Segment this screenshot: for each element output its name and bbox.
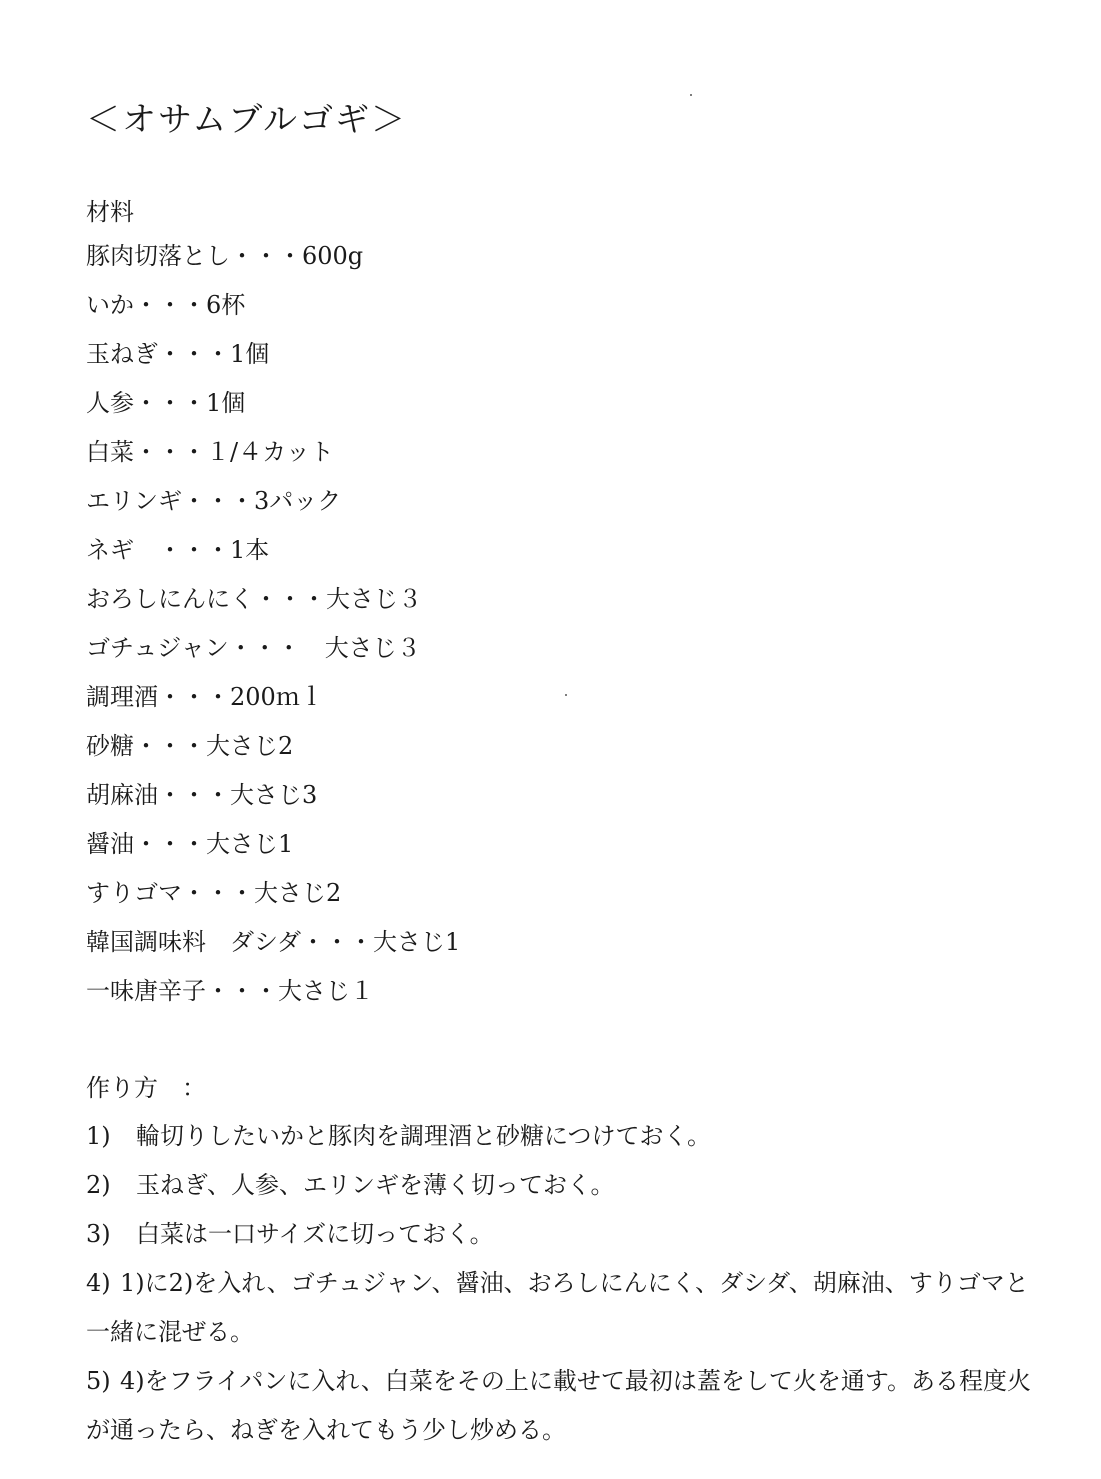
step-text: 4)をフライパンに入れ、白菜をその上に載せて最初は蓋をして火を通す。ある程度火が通ったら、ねぎを入れてもう少し炒める。 xyxy=(86,1367,1031,1444)
method-step xyxy=(86,1112,1046,1161)
scan-speck xyxy=(690,94,692,96)
method-heading: 作り方 ： xyxy=(86,1074,206,1102)
ingredient-item: エリンギ・・・3パック xyxy=(86,487,342,515)
step-text: 1)に2)を入れ、ゴチュジャン、醤油、おろしにんにく、ダシダ、胡麻油、すりゴマと一緒に混ぜる。 xyxy=(86,1269,1029,1346)
ingredient-item: ネギ ・・・1本 xyxy=(86,536,270,564)
ingredient-item: 玉ねぎ・・・1個 xyxy=(86,340,270,368)
scan-speck xyxy=(565,694,567,696)
ingredient-item: 韓国調味料 ダシダ・・・大さじ1 xyxy=(86,928,461,956)
method-step xyxy=(86,1210,1046,1259)
step-number: 3) xyxy=(86,1220,111,1248)
step-text: 白菜は一口サイズに切っておく。 xyxy=(136,1220,494,1248)
ingredient-item: 調理酒・・・200ｍｌ xyxy=(86,683,324,711)
method-step xyxy=(86,1259,1046,1357)
step-number: 4) xyxy=(86,1269,111,1297)
ingredient-item: ゴチュジャン・・・ 大さじ３ xyxy=(86,634,421,662)
ingredient-item: 胡麻油・・・大さじ3 xyxy=(86,781,318,809)
ingredient-item: 白菜・・・１/４カット xyxy=(86,438,334,466)
ingredient-item: 砂糖・・・大さじ2 xyxy=(86,732,294,760)
ingredient-item: すりゴマ・・・大さじ2 xyxy=(86,879,342,907)
ingredient-item: 豚肉切落とし・・・600g xyxy=(86,242,364,270)
ingredient-item: 一味唐辛子・・・大さじ１ xyxy=(86,977,374,1005)
ingredients-heading: 材料 xyxy=(86,198,134,226)
ingredient-item: 人参・・・1個 xyxy=(86,389,246,417)
ingredient-item: おろしにんにく・・・大さじ３ xyxy=(86,585,422,613)
step-number: 2) xyxy=(86,1171,111,1199)
method-steps xyxy=(86,1112,1046,1455)
step-text: 玉ねぎ、人参、エリンギを薄く切っておく。 xyxy=(136,1171,615,1199)
step-number: 1) xyxy=(86,1122,111,1150)
method-step xyxy=(86,1357,1046,1455)
step-number: 5) xyxy=(86,1367,111,1395)
recipe-title: ＜オサムブルゴギ＞ xyxy=(86,100,407,140)
ingredient-item: 醤油・・・大さじ1 xyxy=(86,830,294,858)
ingredients-list xyxy=(86,238,460,1022)
method-step xyxy=(86,1161,1046,1210)
ingredient-item: いか・・・6杯 xyxy=(86,291,246,319)
step-text: 輪切りしたいかと豚肉を調理酒と砂糖につけておく。 xyxy=(136,1122,712,1150)
